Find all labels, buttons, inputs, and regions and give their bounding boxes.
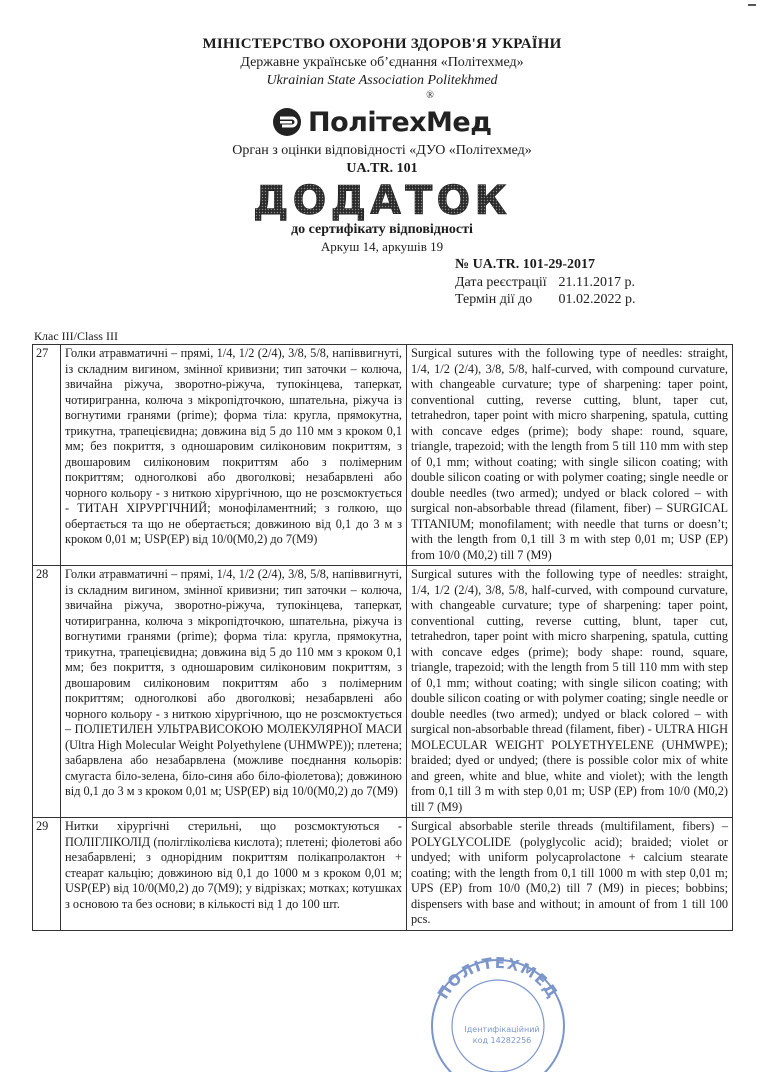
registration-date-label: Дата реєстрації	[455, 275, 547, 290]
official-stamp	[418, 956, 578, 1072]
logo-icon	[272, 107, 302, 137]
association-name-en: Ukrainian State Association Politekhmed	[266, 73, 498, 88]
validity-date-value: 01.02.2022 р.	[558, 292, 636, 307]
stamp-line-1: Ідентифікаційний	[464, 1025, 540, 1034]
item-description-ua: Голки атравматичні – прямі, 1/4, 1/2 (2/4), 3/8, 5/8, напіввигнуті, із складним вигином, змінної кривизни; тип заточки – колюча, звичайна ріжуча, зворотно-ріжуча, тупокінцева, таперкат, чотиригранна, колюча з мікропідточкою, шпательна, ріжуча із вогнутими гранями (prime); форма тіла: кругла, прямокутна, трикутна, трапецієвидна; довжина від 5 до 110 мм з кроком 0,1 мм; без покриття, з одношаровим силіконовим покриттям, з двошаровим силіконовим покриттям або з полімерним покриттям; одноголкові або двоголкові; незабарвлені або чорного кольору - з ниткою хірургічною, що не розсмоктується - ТИТАН ХІРУРГІЧНИЙ; монофіламентний; з голкою, що обертається та що не обертається; довжиною від 0,1 до 3 м з кроком 0,01 м; USP(EP) від 10/0(M0,2) до 7(M9)	[61, 345, 407, 566]
validity-date-label: Термін дії до	[455, 292, 533, 307]
registration-date-row	[455, 275, 635, 291]
item-number: 29	[33, 818, 61, 931]
item-description-en: Surgical sutures with the following type of needles: straight, 1/4, 1/2 (2/4), 3/8, 5/8, half-curved, with compound curvature, with changeable curvature; type of sharpening: taper point, conventional cutting, reverse cutting, blunt, taper cut, tetrahedron, taper point with micro sharpening, spatula, cutting with concave edges (prime); body shape: round, square, triangle, trapezoid; with the length from 5 till 110 mm with step of 0,1 mm; without coating; with single silicon coating; with double silicon coating or with polymer coating; single needle or double needles (two armed); undyed or black colored – with surgical non-absorbable thread (filament, fiber) – SURGICAL TITANIUM; monofilament; with needle that turns or doesn’t; with the length from 0,1 till 3 m with step 0,01 m; USP (EP) from 10/0 (M0,2) till 7 (M9)	[407, 345, 733, 566]
registration-date-value: 21.11.2017 р.	[558, 275, 635, 290]
item-description-en: Surgical absorbable sterile threads (multifilament, fibers) – POLYGLYCOLIDE (polyglycolic acid); braided; violet or undyed; with uniform polycaprolactone + calcium stearate coating; with the length from 0,1 till 1000 m with step 0,01 m; UPS (EP) from 10/0 (M0,2) till 7 (M9) in pieces; bobbins; dispensers with base and without; in amount of from 1 till 100 pcs.	[407, 818, 733, 931]
table-row	[33, 345, 733, 566]
table-row	[33, 818, 733, 931]
item-number: 28	[33, 566, 61, 818]
annex-title-text: ДОДАТОК	[252, 178, 512, 222]
item-number: 27	[33, 345, 61, 566]
table-row	[33, 566, 733, 818]
sheet-info: Аркуш 14, аркушів 19	[320, 239, 444, 254]
annex-title	[0, 178, 764, 222]
item-description-ua: Нитки хірургічні стерильні, що розсмоктуються - ПОЛІГЛІКОЛІД (полігліколієва кислота); плетені; фіолетові або незабарвлені; з однорідним покриттям полікапролактон + стеарат кальцію; довжиною від 0,1 до 1000 м з кроком 0,01 м; USP(EP) від 10/0(M0,2) до 7(M9); у відрізках; мотках; котушках з основою та без основи; в кількості від 1 до 100 шт.	[61, 818, 407, 931]
item-description-ua: Голки атравматичні – прямі, 1/4, 1/2 (2/4), 3/8, 5/8, напіввигнуті, із складним вигином, змінної кривизни; тип заточки – колюча, звичайна ріжуча, зворотно-ріжуча, тупокінцева, таперкат, чотиригранна, колюча з мікропідточкою, шпательна, ріжуча із вогнутими гранями (prime); форма тіла: кругла, прямокутна, трикутна, трапецієвидна; довжина від 5 до 110 мм з кроком 0,1 мм; без покриття, з одношаровим силіконовим покриттям, з двошаровим силіконовим покриттям або з полімерним покриттям; одноголкові або двоголкові; незабарвлені або чорного кольору - з ниткою хірургічною, що не розсмоктується – ПОЛІЕТИЛЕН УЛЬТРАВИСОКОЮ МОЛЕКУЛЯРНОЇ МАСИ (Ultra High Molecular Weight Polyethylene (UHMWPE)); плетена; забарвлена або незабарвлена (можливе поєднання кольорів: смугаста біло-зелена, біло-синя або біло-фіолетова); довжиною від 0,1 до 3 м з кроком 0,01 м; USP(EP) від 10/0(M0,2) до 7(M9)	[61, 566, 407, 818]
politekhmed-logo	[272, 105, 492, 139]
stamp-line-2: код 14282256	[472, 1036, 532, 1045]
registered-mark: ®	[426, 90, 434, 101]
svg-text:ПОЛІТЕХМЕД	[434, 956, 562, 1002]
conformity-body: Орган з оцінки відповідності «ДУО «Політехмед»	[232, 143, 532, 158]
scan-mark	[748, 4, 756, 6]
products-table	[32, 344, 733, 931]
ministry-title: МІНІСТЕРСТВО ОХОРОНИ ЗДОРОВ'Я УКРАЇНИ	[202, 36, 562, 52]
logo-wordmark: ПолітехМед	[308, 106, 492, 138]
association-name-ua: Державне українське об’єднання «Політехмед»	[240, 55, 524, 70]
class-label: Клас III/Class III	[34, 329, 118, 343]
certificate-number: № UA.TR. 101-29-2017	[455, 257, 596, 272]
validity-date-row	[455, 292, 636, 308]
body-code: UA.TR. 101	[346, 161, 418, 176]
stamp-name: ПОЛІТЕХМЕД	[433, 956, 563, 1003]
item-description-en: Surgical sutures with the following type of needles: straight, 1/4, 1/2 (2/4), 3/8, 5/8, half-curved, with compound curvature, with changeable curvature; type of sharpening: taper point, conventional cutting, reverse cutting, blunt, taper cut, tetrahedron, taper point with micro sharpening, spatula, cutting with concave edges (prime); body shape: round, square, triangle, trapezoid; with the length from 5 till 110 mm with step of 0,1 mm; without coating; with single silicon coating; with double silicon coating or with polymer coating; single needle or double needles (two armed); undyed or black colored – with surgical non-absorbable thread (filament, fiber) - ULTRA HIGH MOLECULAR WEIGHT POLYETHYELENE (UHMWPE); braided; dyed or undyed; (there is possible color mix of white and green, white and blue, white and violet); with the length from 0,1 till 3 m with step 0,01 m; USP (EP) from 10/0 (M0,2) till 7 (M9)	[407, 566, 733, 818]
annex-subtitle: до сертифікату відповідності	[291, 222, 473, 237]
